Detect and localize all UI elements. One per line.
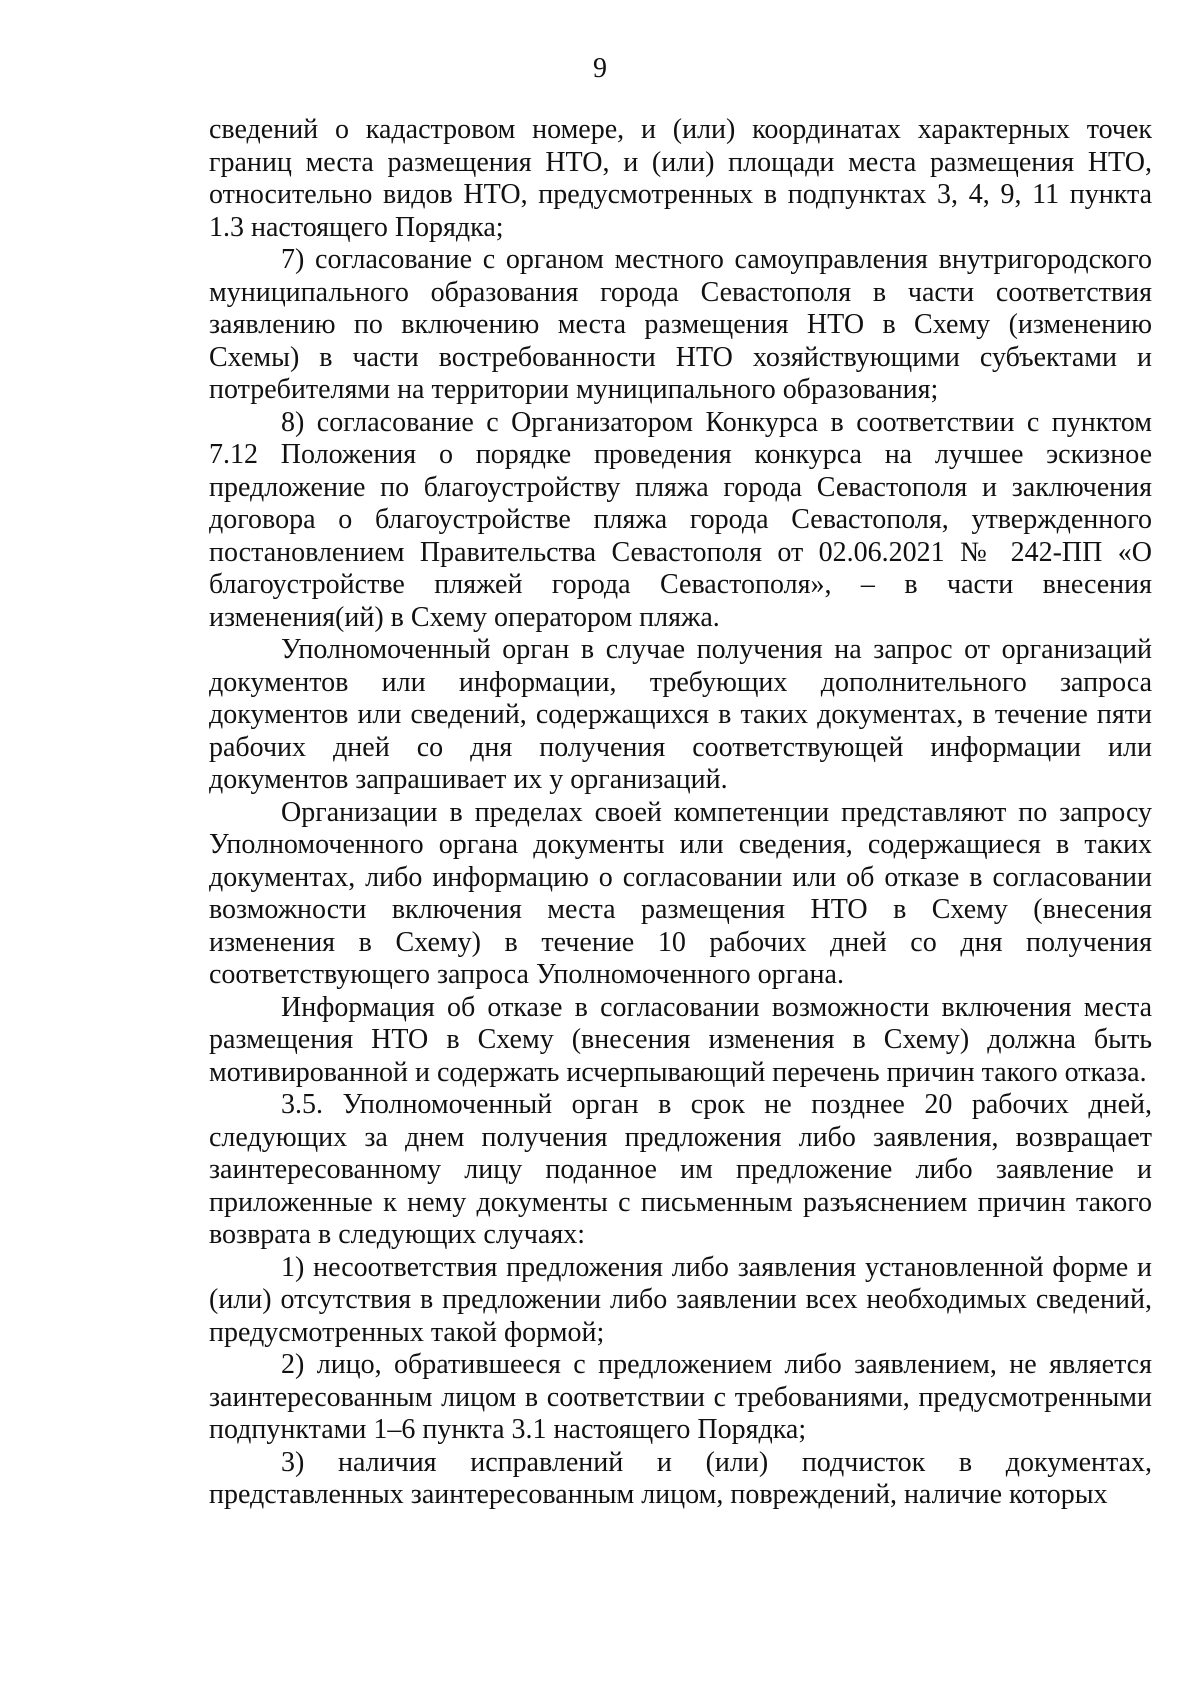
paragraph-item-7: 7) согласование с органом местного самоуправления внутригородского муниципального образования города Севастополя в части соответствия заявлению по включению места размещения НТО в Схему (изменению Схемы) в части востребованности НТО хозяйствующими субъектами и потребителями на территории муниципального образования; [209,244,1152,405]
paragraph-refusal-information: Информация об отказе в согласовании возможности включения места размещения НТО в Схему (внесения изменения в Схему) должна быть мотивированной и содержать исчерпывающий перечень причин такого отказа. [209,991,1152,1088]
paragraph-organizations-response: Организации в пределах своей компетенции представляют по запросу Уполномоченного органа документы или сведения, содержащиеся в таких документах, либо информацию о согласовании или об отказе в согласовании возможности включения места размещения НТО в Схему (внесения изменения в Схему) в течение 10 рабочих дней со дня получения соответствующего запроса Уполномоченного органа. [209,796,1152,990]
paragraph-case-3: 3) наличия исправлений и (или) подчисток в документах, представленных заинтересованным лицом, повреждений, наличие которых [209,1446,1152,1510]
document-body [209,114,1152,1512]
page-number: 9 [593,53,607,84]
paragraph-case-1: 1) несоответствия предложения либо заявления установленной форме и (или) отсутствия в предложении либо заявлении всех необходимых сведений, предусмотренных такой формой; [209,1251,1152,1348]
paragraph-case-2: 2) лицо, обратившееся с предложением либо заявлением, не является заинтересованным лицом в соответствии с требованиями, предусмотренными подпунктами 1–6 пункта 3.1 настоящего Порядка; [209,1349,1152,1445]
paragraph-intro-continuation: сведений о кадастровом номере, и (или) координатах характерных точек границ места размещения НТО, и (или) площади места размещения НТО, относительно видов НТО, предусмотренных в подпунктах 3, 4, 9, 11 пункта 1.3 настоящего Порядка; [209,114,1152,243]
paragraph-section-3-5: 3.5. Уполномоченный орган в срок не позднее 20 рабочих дней, следующих за днем получения предложения либо заявления, возвращает заинтересованному лицу поданное им предложение либо заявление и приложенные к нему документы с письменным разъяснением причин такого возврата в следующих случаях: [209,1089,1152,1250]
paragraph-item-8: 8) согласование с Организатором Конкурса в соответствии с пунктом 7.12 Положения о порядке проведения конкурса на лучшее эскизное предложение по благоустройству пляжа города Севастополя и заключения договора о благоустройстве пляжа города Севастополя, утвержденного постановлением Правительства Севастополя от 02.06.2021 № 242-ПП «О благоустройстве пляжей города Севастополя», – в части внесения изменения(ий) в Схему оператором пляжа. [209,406,1152,633]
paragraph-authorized-body-request: Уполномоченный орган в случае получения на запрос от организаций документов или информации, требующих дополнительного запроса документов или сведений, содержащихся в таких документах, в течение пяти рабочих дней со дня получения соответствующей информации или документов запрашивает их у организаций. [209,634,1152,795]
